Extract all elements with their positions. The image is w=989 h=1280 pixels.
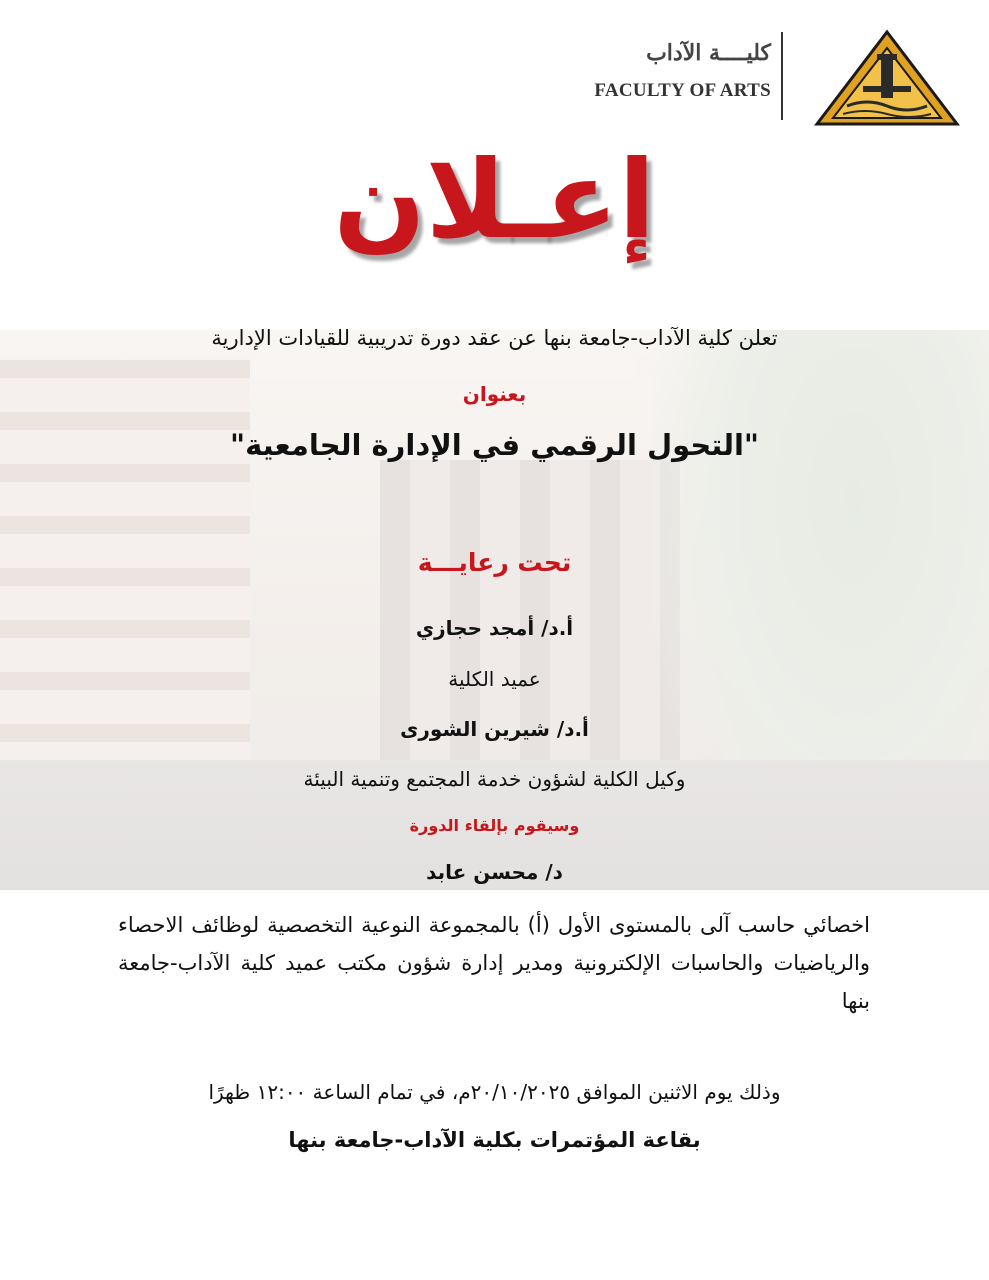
titled-label: بعنوان <box>462 382 527 406</box>
lecturer-label: وسيقوم بإلقاء الدورة <box>409 816 580 835</box>
lecturer-name: د/ محسن عابد <box>426 860 563 884</box>
background-building-photo <box>0 330 989 890</box>
lecturer-bio: اخصائي حاسب آلى بالمستوى الأول (أ) بالمجموعة النوعية التخصصية لوظائف الاحصاء والرياضيات والحاسبات الإلكترونية ومدير إدارة شؤون مكتب عميد كلية الآداب-جامعة بنها <box>118 913 870 1013</box>
patron1-role: عميد الكلية <box>448 667 541 691</box>
schedule-text: وذلك يوم الاثنين الموافق ٢٠/١٠/٢٠٢٥م، في تمام الساعة ١٢:٠٠ ظهرًا <box>208 1080 781 1104</box>
announcement-title: إعـلان <box>333 138 656 263</box>
logo-arabic-text: كليــــة الآداب <box>646 40 771 66</box>
logo-english-text: FACULTY OF ARTS <box>594 80 771 101</box>
patron2-role: وكيل الكلية لشؤون خدمة المجتمع وتنمية البيئة <box>303 767 686 791</box>
faculty-logo-header <box>581 28 961 128</box>
patronage-label: تحت رعايـــة <box>417 548 572 577</box>
course-title: "التحول الرقمي في الإدارة الجامعية" <box>229 428 760 462</box>
patron2-name: أ.د/ شيرين الشورى <box>400 717 589 741</box>
venue-text: بقاعة المؤتمرات بكلية الآداب-جامعة بنها <box>288 1128 701 1152</box>
intro-text: تعلن كلية الآداب-جامعة بنها عن عقد دورة تدريبية للقيادات الإدارية <box>211 326 778 350</box>
university-seal-icon <box>813 28 961 128</box>
patron1-name: أ.د/ أمجد حجازي <box>415 616 574 640</box>
logo-divider <box>781 32 783 120</box>
